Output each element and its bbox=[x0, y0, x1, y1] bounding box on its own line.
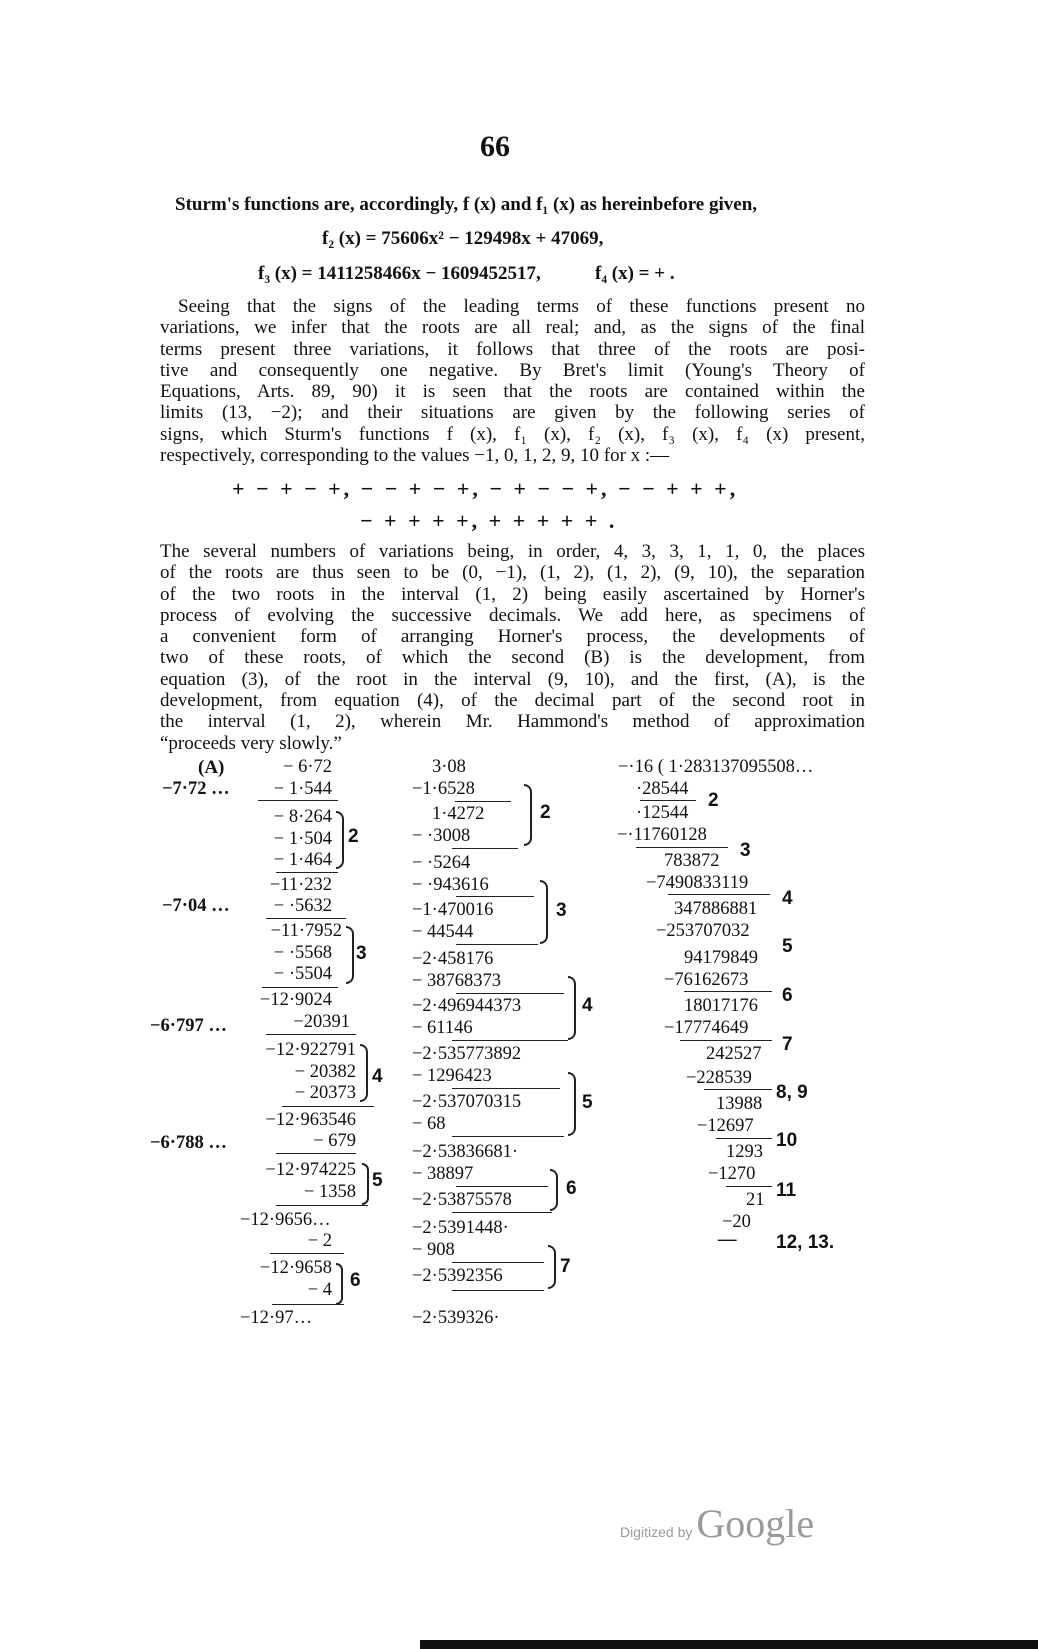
step-label: 4 bbox=[372, 1066, 383, 1087]
value: 347886881 bbox=[674, 899, 758, 919]
rule bbox=[640, 800, 696, 801]
value: — bbox=[718, 1230, 737, 1250]
sign-row-2: − + + + +, + + + + + . bbox=[360, 508, 618, 533]
rule bbox=[680, 1040, 772, 1041]
text-line: “proceeds very slowly.” bbox=[160, 732, 342, 754]
value: −1·6528 bbox=[412, 779, 475, 799]
equation-f4: f₄ (x) = + . bbox=[595, 263, 675, 284]
value: 3·08 bbox=[432, 757, 466, 777]
value: − ·943616 bbox=[412, 875, 489, 895]
value: − 20373 bbox=[294, 1083, 356, 1103]
step-label: 6 bbox=[566, 1178, 577, 1199]
sign-row-1: + − + − +, − − + − +, − + − − +, − − + + +, bbox=[232, 476, 739, 501]
brace bbox=[540, 880, 548, 944]
rule bbox=[266, 1034, 356, 1035]
side-value: −6·797 … bbox=[150, 1016, 227, 1036]
value: −12·9656… bbox=[240, 1210, 331, 1230]
step-label: 7 bbox=[560, 1256, 571, 1277]
value: −253707032 bbox=[656, 921, 750, 941]
value: − 1296423 bbox=[412, 1066, 492, 1086]
digitized-text: Digitized by bbox=[620, 1524, 693, 1540]
equation-f3: f₃ (x) = 1411258466x − 1609452517, bbox=[258, 263, 541, 284]
rule bbox=[684, 991, 772, 992]
value: −12·963546 bbox=[265, 1110, 356, 1130]
step-label: 6 bbox=[350, 1270, 361, 1291]
rule bbox=[452, 848, 518, 849]
text-line: two of these roots, of which the second (B) is the development, from bbox=[160, 647, 865, 669]
step-label: 4 bbox=[582, 995, 593, 1016]
text-line: respectively, corresponding to the values −1, 0, 1, 2, 9, 10 for x :— bbox=[160, 445, 670, 467]
text-line: of the two roots in the interval (1, 2) being easily ascertained by Horner's bbox=[160, 583, 865, 605]
value: −2·539326· bbox=[412, 1308, 500, 1328]
brace bbox=[568, 1072, 576, 1136]
value: −20391 bbox=[293, 1012, 350, 1032]
text-line: Equations, Arts. 89, 90) it is seen that the roots are contained within the bbox=[160, 381, 865, 403]
step-label: 2 bbox=[540, 802, 551, 823]
rule bbox=[668, 894, 770, 895]
value: −12697 bbox=[697, 1116, 754, 1136]
value: − ·5504 bbox=[273, 964, 332, 984]
value: −2·496944373 bbox=[412, 996, 522, 1016]
rule bbox=[262, 987, 338, 988]
value: − 38897 bbox=[412, 1164, 474, 1184]
side-value: −6·788 … bbox=[150, 1133, 227, 1153]
rule bbox=[282, 1106, 374, 1107]
value: −12·97… bbox=[240, 1308, 313, 1328]
rule bbox=[704, 1089, 772, 1090]
brace bbox=[524, 784, 532, 846]
step-label: 3 bbox=[740, 840, 751, 861]
value: − ·5264 bbox=[412, 853, 471, 873]
step-label: 5 bbox=[782, 936, 793, 957]
value: 1293 bbox=[726, 1142, 763, 1162]
side-value: −7·72 … bbox=[162, 779, 230, 799]
value: − 2 bbox=[307, 1231, 332, 1251]
brace bbox=[336, 811, 344, 869]
value: −1270 bbox=[708, 1164, 756, 1184]
text-line: the interval (1, 2), wherein Mr. Hammond's method of approximation bbox=[160, 711, 865, 733]
text-line: a convenient form of arranging Horner's process, the developments of bbox=[160, 626, 865, 648]
brace bbox=[550, 1169, 558, 1211]
scan-edge bbox=[420, 1640, 1038, 1649]
rule bbox=[272, 1304, 344, 1305]
column-a-label: (A) bbox=[198, 757, 225, 778]
rule bbox=[716, 1138, 772, 1139]
rule bbox=[452, 1212, 552, 1213]
value: −1·470016 bbox=[412, 900, 494, 920]
value: − 6·72 bbox=[283, 757, 332, 777]
value: − 68 bbox=[412, 1114, 446, 1134]
step-label: 8, 9 bbox=[776, 1082, 808, 1103]
text-line: process of evolving the successive decimals. We add here, as specimens of bbox=[160, 604, 865, 626]
value: ·28544 bbox=[636, 779, 689, 799]
value: −12·922791 bbox=[265, 1040, 356, 1060]
equation-f2: f₂ (x) = 75606x² − 129498x + 47069, bbox=[322, 228, 604, 249]
step-label: 11 bbox=[776, 1180, 797, 1201]
paragraph-1 bbox=[160, 296, 865, 466]
value: −2·53875578 bbox=[412, 1190, 512, 1210]
rule bbox=[276, 1205, 368, 1206]
value: −76162673 bbox=[664, 970, 749, 990]
text-line: Seeing that the signs of the leading terms of these functions present no bbox=[178, 296, 865, 317]
value: 242527 bbox=[706, 1044, 762, 1064]
value: −12·9024 bbox=[259, 990, 332, 1010]
rule bbox=[456, 944, 538, 945]
rule bbox=[452, 1262, 544, 1263]
text-line: The several numbers of variations being, in order, 4, 3, 3, 1, 1, 0, the places bbox=[160, 541, 865, 562]
step-label: 6 bbox=[782, 985, 793, 1006]
value: 13988 bbox=[716, 1094, 763, 1114]
brace bbox=[336, 1263, 343, 1305]
value: − 1·544 bbox=[273, 779, 332, 799]
rule bbox=[452, 1040, 568, 1041]
step-label: 10 bbox=[776, 1130, 798, 1151]
rule bbox=[636, 847, 728, 848]
text-line: limits (13, −2); and their situations are given by the following series of bbox=[160, 402, 865, 424]
value: −2·5391448· bbox=[412, 1218, 509, 1238]
value: −·16 ( 1·283137095508… bbox=[618, 757, 814, 777]
brace bbox=[346, 926, 354, 984]
value: −2·537070315 bbox=[412, 1092, 522, 1112]
value: 94179849 bbox=[684, 948, 758, 968]
value: −2·53836681· bbox=[412, 1142, 519, 1162]
rule bbox=[456, 993, 564, 994]
rule bbox=[452, 1088, 560, 1089]
value: 783872 bbox=[664, 851, 720, 871]
step-label: 12, 13. bbox=[776, 1232, 835, 1253]
step-label: 5 bbox=[372, 1170, 383, 1191]
value: − 8·264 bbox=[273, 807, 332, 827]
google-watermark bbox=[620, 1500, 814, 1547]
value: − 908 bbox=[412, 1240, 455, 1260]
value: −11·7952 bbox=[270, 921, 342, 941]
value: −12·974225 bbox=[265, 1160, 356, 1180]
value: − ·5632 bbox=[273, 896, 332, 916]
step-label: 4 bbox=[782, 888, 793, 909]
brace bbox=[568, 976, 576, 1040]
rule bbox=[270, 1253, 344, 1254]
step-label: 2 bbox=[708, 790, 719, 811]
value: −·11760128 bbox=[617, 825, 707, 845]
value: −11·232 bbox=[269, 875, 332, 895]
value: − 1·504 bbox=[273, 829, 332, 849]
rule bbox=[452, 1136, 564, 1137]
rule bbox=[455, 801, 511, 802]
value: −20 bbox=[722, 1212, 751, 1232]
value: −2·5392356 bbox=[412, 1266, 503, 1286]
text-line: terms present three variations, it follows that three of the roots are posi- bbox=[160, 338, 865, 360]
value: −2·458176 bbox=[412, 949, 494, 969]
text-line: development, from equation (4), of the decimal part of the second root in bbox=[160, 690, 865, 712]
rule bbox=[276, 1153, 356, 1154]
step-label: 3 bbox=[556, 900, 567, 921]
value: −12·9658 bbox=[259, 1258, 332, 1278]
side-value: −7·04 … bbox=[162, 896, 230, 916]
value: − 44544 bbox=[412, 922, 474, 942]
step-label: 2 bbox=[348, 826, 359, 847]
rule bbox=[258, 800, 338, 801]
value: −2·535773892 bbox=[412, 1044, 522, 1064]
value: −7490833119 bbox=[646, 873, 749, 893]
rule bbox=[276, 872, 338, 873]
step-label: 3 bbox=[356, 943, 367, 964]
value: − 679 bbox=[313, 1131, 356, 1151]
value: − 61146 bbox=[412, 1018, 473, 1038]
value: ·12544 bbox=[636, 803, 689, 823]
rule bbox=[452, 1290, 544, 1291]
value: 21 bbox=[746, 1190, 765, 1210]
intro-line: Sturm's functions are, accordingly, f (x) and f₁ (x) as hereinbefore given, bbox=[175, 194, 758, 215]
brace bbox=[360, 1044, 368, 1102]
value: −17774649 bbox=[664, 1018, 749, 1038]
brace bbox=[362, 1163, 369, 1205]
step-label: 7 bbox=[782, 1034, 793, 1055]
rule bbox=[266, 918, 346, 919]
value: − 38768373 bbox=[412, 971, 502, 991]
text-line: signs, which Sturm's functions f (x), f₁ (x), f₂ (x), f₃ (x), f₄ (x) present, bbox=[160, 423, 865, 445]
value: 18017176 bbox=[684, 996, 758, 1016]
value: −228539 bbox=[686, 1068, 752, 1088]
text-line: of the roots are thus seen to be (0, −1), (1, 2), (1, 2), (9, 10), the separation bbox=[160, 562, 865, 584]
paragraph-2 bbox=[160, 541, 865, 754]
value: − 1·464 bbox=[273, 850, 332, 870]
step-label: 5 bbox=[582, 1092, 593, 1113]
value: − ·5568 bbox=[273, 943, 332, 963]
rule bbox=[456, 896, 534, 897]
page-number: 66 bbox=[480, 130, 510, 163]
value: − ·3008 bbox=[412, 826, 471, 846]
value: − 1358 bbox=[303, 1182, 356, 1202]
rule bbox=[456, 1186, 548, 1187]
value: − 20382 bbox=[294, 1062, 356, 1082]
text-line: equation (3), of the root in the interval (9, 10), and the first, (A), is the bbox=[160, 668, 865, 690]
brace bbox=[548, 1245, 556, 1289]
text-line: variations, we infer that the roots are all real; and, as the signs of the final bbox=[160, 317, 865, 339]
rule bbox=[726, 1186, 772, 1187]
value: 1·4272 bbox=[432, 804, 485, 824]
text-line: tive and consequently one negative. By Bret's limit (Young's Theory of bbox=[160, 359, 865, 381]
google-logo: Google bbox=[696, 1501, 815, 1546]
value: − 4 bbox=[307, 1280, 332, 1300]
